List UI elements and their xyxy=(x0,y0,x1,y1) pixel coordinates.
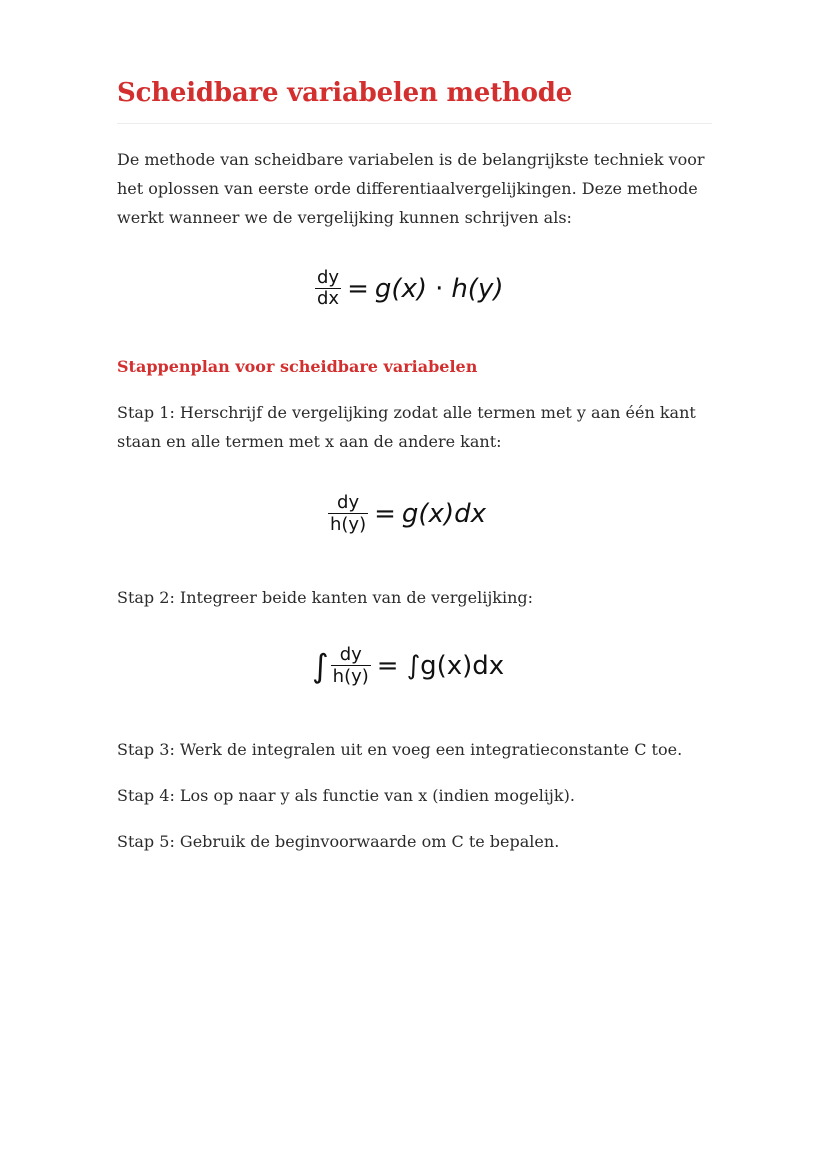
fraction-dy-over-hy xyxy=(328,492,368,535)
function-g-x: g(x) xyxy=(374,273,428,304)
equation-separable-form xyxy=(315,268,503,309)
intro-paragraph: De methode van scheidbare variabelen is de belangrijkste techniek voor het oplossen van eerste orde differentiaalvergelijkingen. Deze methode werkt wanneer we de vergelijking kunnen schrijven als: xyxy=(117,150,705,227)
equals-sign: = xyxy=(374,498,396,529)
step-3-text: Stap 3: Werk de integralen uit en voeg een integratieconstante C toe. xyxy=(117,740,683,759)
fraction-numerator: dy xyxy=(317,267,340,288)
page-title: Scheidbare variabelen methode xyxy=(117,78,573,108)
step-5-text: Stap 5: Gebruik de beginvoorwaarde om C te bepalen. xyxy=(117,832,560,851)
function-h-y: h(y) xyxy=(451,273,504,304)
fraction-dy-over-hy xyxy=(331,644,371,687)
fraction-denominator: h(y) xyxy=(330,514,367,535)
step-4-text: Stap 4: Los op naar y als functie van x (indien mogelijk). xyxy=(117,786,575,805)
equals-sign: = xyxy=(376,650,399,681)
section-subheading: Stappenplan voor scheidbare variabelen xyxy=(117,357,478,376)
rhs-expression: g(x)dx xyxy=(401,498,486,529)
multiplication-dot: · xyxy=(435,273,444,304)
equation-separated xyxy=(328,492,486,535)
title-divider xyxy=(117,123,712,124)
equals-sign: = xyxy=(347,273,369,304)
integral-sign: ∫ xyxy=(312,646,329,685)
fraction-denominator: h(y) xyxy=(332,666,369,687)
fraction-denominator: dx xyxy=(317,288,340,309)
fraction-numerator: dy xyxy=(337,492,360,513)
step-1-text: Stap 1: Herschrijf de vergelijking zodat alle termen met y aan één kant staan en alle termen met x aan de andere kant: xyxy=(117,403,696,451)
fraction-numerator: dy xyxy=(339,644,362,665)
fraction-dy-dx xyxy=(315,268,341,309)
step-2-text: Stap 2: Integreer beide kanten van de vergelijking: xyxy=(117,588,534,607)
equation-integrated xyxy=(312,644,504,687)
rhs-integral-expression: ∫g(x)dx xyxy=(406,650,505,681)
